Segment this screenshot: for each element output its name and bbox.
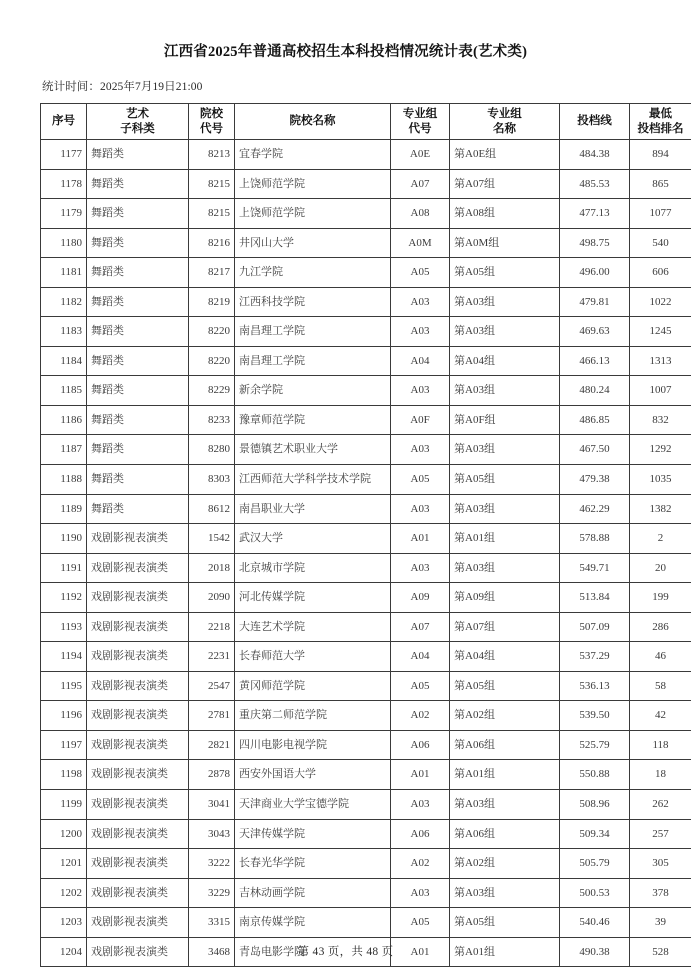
cell-seq: 1185 bbox=[41, 376, 87, 406]
table-row bbox=[41, 494, 691, 524]
column-header-line2: 投档排名 bbox=[637, 122, 684, 135]
table-row bbox=[41, 465, 691, 495]
table-row bbox=[41, 287, 691, 317]
cell-score: 578.88 bbox=[560, 524, 630, 554]
cell-grpname: 第A07组 bbox=[450, 612, 560, 642]
cell-grpname: 第A03组 bbox=[450, 878, 560, 908]
cell-rank: 39 bbox=[630, 908, 691, 938]
cell-subcat: 舞蹈类 bbox=[87, 435, 189, 465]
cell-school: 天津传媒学院 bbox=[235, 819, 391, 849]
cell-grpcode: A05 bbox=[391, 465, 450, 495]
cell-school: 上饶师范学院 bbox=[235, 169, 391, 199]
cell-seq: 1179 bbox=[41, 199, 87, 229]
cell-score: 484.38 bbox=[560, 140, 630, 170]
cell-rank: 58 bbox=[630, 671, 691, 701]
cell-score: 507.09 bbox=[560, 612, 630, 642]
cell-grpname: 第A01组 bbox=[450, 760, 560, 790]
column-header-code bbox=[189, 104, 235, 140]
cell-grpname: 第A06组 bbox=[450, 819, 560, 849]
cell-subcat: 舞蹈类 bbox=[87, 169, 189, 199]
cell-seq: 1188 bbox=[41, 465, 87, 495]
cell-rank: 1313 bbox=[630, 346, 691, 376]
cell-code: 3043 bbox=[189, 819, 235, 849]
cell-grpname: 第A03组 bbox=[450, 376, 560, 406]
cell-grpname: 第A03组 bbox=[450, 553, 560, 583]
cell-school: 天津商业大学宝德学院 bbox=[235, 790, 391, 820]
cell-rank: 18 bbox=[630, 760, 691, 790]
cell-subcat: 戏剧影视表演类 bbox=[87, 671, 189, 701]
cell-subcat: 戏剧影视表演类 bbox=[87, 908, 189, 938]
cell-subcat: 戏剧影视表演类 bbox=[87, 612, 189, 642]
cell-grpcode: A03 bbox=[391, 878, 450, 908]
cell-rank: 2 bbox=[630, 524, 691, 554]
column-header-subcat bbox=[87, 104, 189, 140]
cell-code: 3315 bbox=[189, 908, 235, 938]
cell-score: 467.50 bbox=[560, 435, 630, 465]
cell-subcat: 戏剧影视表演类 bbox=[87, 642, 189, 672]
column-header-line2: 代号 bbox=[200, 122, 223, 135]
cell-score: 485.53 bbox=[560, 169, 630, 199]
table-row bbox=[41, 612, 691, 642]
cell-subcat: 戏剧影视表演类 bbox=[87, 583, 189, 613]
table-row bbox=[41, 908, 691, 938]
cell-grpcode: A03 bbox=[391, 435, 450, 465]
cell-rank: 305 bbox=[630, 849, 691, 879]
column-header-line1: 院校 bbox=[200, 108, 223, 121]
cell-rank: 1035 bbox=[630, 465, 691, 495]
cell-seq: 1192 bbox=[41, 583, 87, 613]
page-number-footer: 第 43 页，共 48 页 bbox=[297, 946, 394, 958]
cell-grpname: 第A03组 bbox=[450, 494, 560, 524]
cell-score: 536.13 bbox=[560, 671, 630, 701]
cell-code: 8220 bbox=[189, 317, 235, 347]
cell-grpname: 第A04组 bbox=[450, 642, 560, 672]
cell-grpcode: A03 bbox=[391, 494, 450, 524]
cell-rank: 118 bbox=[630, 730, 691, 760]
cell-code: 2547 bbox=[189, 671, 235, 701]
table-row bbox=[41, 878, 691, 908]
cell-school: 南昌职业大学 bbox=[235, 494, 391, 524]
cell-subcat: 戏剧影视表演类 bbox=[87, 849, 189, 879]
cell-subcat: 戏剧影视表演类 bbox=[87, 937, 189, 967]
cell-grpname: 第A0M组 bbox=[450, 228, 560, 258]
column-header-score bbox=[560, 104, 630, 140]
table-row bbox=[41, 553, 691, 583]
cell-code: 8220 bbox=[189, 346, 235, 376]
cell-seq: 1199 bbox=[41, 790, 87, 820]
cell-grpcode: A03 bbox=[391, 376, 450, 406]
cell-grpname: 第A09组 bbox=[450, 583, 560, 613]
table-row bbox=[41, 671, 691, 701]
cell-seq: 1196 bbox=[41, 701, 87, 731]
column-header-line1: 艺术 bbox=[126, 108, 149, 121]
cell-grpname: 第A05组 bbox=[450, 258, 560, 288]
cell-code: 2878 bbox=[189, 760, 235, 790]
cell-grpname: 第A08组 bbox=[450, 199, 560, 229]
cell-grpname: 第A01组 bbox=[450, 524, 560, 554]
cell-grpcode: A09 bbox=[391, 583, 450, 613]
cell-grpcode: A01 bbox=[391, 524, 450, 554]
column-header-school bbox=[235, 104, 391, 140]
cell-grpname: 第A0F组 bbox=[450, 405, 560, 435]
column-header-line1: 序号 bbox=[52, 115, 75, 128]
cell-score: 508.96 bbox=[560, 790, 630, 820]
table-row bbox=[41, 819, 691, 849]
table-row bbox=[41, 169, 691, 199]
column-header-rank bbox=[630, 104, 691, 140]
cell-grpcode: A05 bbox=[391, 908, 450, 938]
cell-subcat: 戏剧影视表演类 bbox=[87, 553, 189, 583]
cell-code: 8216 bbox=[189, 228, 235, 258]
cell-school: 南昌理工学院 bbox=[235, 317, 391, 347]
cell-subcat: 戏剧影视表演类 bbox=[87, 878, 189, 908]
cell-grpcode: A04 bbox=[391, 346, 450, 376]
cell-code: 2218 bbox=[189, 612, 235, 642]
cell-rank: 528 bbox=[630, 937, 691, 967]
cell-subcat: 戏剧影视表演类 bbox=[87, 701, 189, 731]
cell-code: 2781 bbox=[189, 701, 235, 731]
cell-code: 8280 bbox=[189, 435, 235, 465]
cell-subcat: 舞蹈类 bbox=[87, 258, 189, 288]
cell-school: 景德镇艺术职业大学 bbox=[235, 435, 391, 465]
cell-seq: 1180 bbox=[41, 228, 87, 258]
page-title: 江西省2025年普通高校招生本科投档情况统计表(艺术类) bbox=[163, 44, 528, 60]
cell-grpcode: A05 bbox=[391, 671, 450, 701]
cell-code: 2090 bbox=[189, 583, 235, 613]
table-row bbox=[41, 730, 691, 760]
column-header-grpname bbox=[450, 104, 560, 140]
cell-rank: 20 bbox=[630, 553, 691, 583]
cell-school: 豫章师范学院 bbox=[235, 405, 391, 435]
cell-grpcode: A04 bbox=[391, 642, 450, 672]
cell-school: 九江学院 bbox=[235, 258, 391, 288]
cell-score: 509.34 bbox=[560, 819, 630, 849]
cell-seq: 1186 bbox=[41, 405, 87, 435]
cell-subcat: 舞蹈类 bbox=[87, 199, 189, 229]
table-row bbox=[41, 199, 691, 229]
cell-rank: 832 bbox=[630, 405, 691, 435]
cell-seq: 1195 bbox=[41, 671, 87, 701]
cell-code: 8612 bbox=[189, 494, 235, 524]
cell-grpname: 第A03组 bbox=[450, 435, 560, 465]
cell-rank: 42 bbox=[630, 701, 691, 731]
cell-subcat: 舞蹈类 bbox=[87, 376, 189, 406]
cell-grpcode: A06 bbox=[391, 819, 450, 849]
cell-score: 525.79 bbox=[560, 730, 630, 760]
cell-grpcode: A0M bbox=[391, 228, 450, 258]
column-header-line1: 院校名称 bbox=[289, 115, 336, 128]
cell-seq: 1193 bbox=[41, 612, 87, 642]
statistics-time-label: 统计时间：2025年7月19日21:00 bbox=[42, 81, 203, 93]
column-header-line1: 专业组 bbox=[402, 108, 438, 121]
cell-code: 8217 bbox=[189, 258, 235, 288]
cell-grpname: 第A02组 bbox=[450, 849, 560, 879]
cell-seq: 1189 bbox=[41, 494, 87, 524]
cell-subcat: 舞蹈类 bbox=[87, 317, 189, 347]
table-header-row bbox=[41, 104, 691, 140]
cell-grpcode: A05 bbox=[391, 258, 450, 288]
cell-score: 540.46 bbox=[560, 908, 630, 938]
cell-score: 462.29 bbox=[560, 494, 630, 524]
cell-grpcode: A07 bbox=[391, 612, 450, 642]
table-row bbox=[41, 317, 691, 347]
cell-code: 8215 bbox=[189, 169, 235, 199]
cell-score: 549.71 bbox=[560, 553, 630, 583]
column-header-line1: 投档线 bbox=[577, 115, 612, 128]
cell-school: 黄冈师范学院 bbox=[235, 671, 391, 701]
cell-code: 8303 bbox=[189, 465, 235, 495]
cell-score: 480.24 bbox=[560, 376, 630, 406]
table-row bbox=[41, 258, 691, 288]
cell-rank: 1245 bbox=[630, 317, 691, 347]
cell-subcat: 舞蹈类 bbox=[87, 465, 189, 495]
cell-score: 500.53 bbox=[560, 878, 630, 908]
cell-code: 2018 bbox=[189, 553, 235, 583]
column-header-line2: 名称 bbox=[493, 122, 516, 135]
column-header-line2: 代号 bbox=[408, 122, 432, 135]
cell-grpname: 第A05组 bbox=[450, 908, 560, 938]
cell-grpcode: A03 bbox=[391, 790, 450, 820]
cell-grpname: 第A05组 bbox=[450, 465, 560, 495]
cell-school: 南昌理工学院 bbox=[235, 346, 391, 376]
cell-subcat: 戏剧影视表演类 bbox=[87, 760, 189, 790]
cell-school: 河北传媒学院 bbox=[235, 583, 391, 613]
cell-school: 西安外国语大学 bbox=[235, 760, 391, 790]
cell-code: 8219 bbox=[189, 287, 235, 317]
cell-school: 大连艺术学院 bbox=[235, 612, 391, 642]
table-row bbox=[41, 583, 691, 613]
cell-rank: 199 bbox=[630, 583, 691, 613]
table-row bbox=[41, 849, 691, 879]
table-row bbox=[41, 642, 691, 672]
cell-code: 8229 bbox=[189, 376, 235, 406]
cell-school: 上饶师范学院 bbox=[235, 199, 391, 229]
cell-school: 新余学院 bbox=[235, 376, 391, 406]
cell-score: 537.29 bbox=[560, 642, 630, 672]
cell-school: 长春光华学院 bbox=[235, 849, 391, 879]
cell-seq: 1178 bbox=[41, 169, 87, 199]
cell-subcat: 舞蹈类 bbox=[87, 140, 189, 170]
cell-grpcode: A01 bbox=[391, 937, 450, 967]
cell-seq: 1203 bbox=[41, 908, 87, 938]
cell-score: 486.85 bbox=[560, 405, 630, 435]
cell-grpname: 第A03组 bbox=[450, 317, 560, 347]
table-row bbox=[41, 524, 691, 554]
cell-rank: 286 bbox=[630, 612, 691, 642]
cell-seq: 1200 bbox=[41, 819, 87, 849]
cell-score: 496.00 bbox=[560, 258, 630, 288]
table-row bbox=[41, 346, 691, 376]
cell-grpname: 第A04组 bbox=[450, 346, 560, 376]
cell-code: 3468 bbox=[189, 937, 235, 967]
cell-code: 1542 bbox=[189, 524, 235, 554]
cell-school: 北京城市学院 bbox=[235, 553, 391, 583]
cell-grpname: 第A06组 bbox=[450, 730, 560, 760]
cell-score: 505.79 bbox=[560, 849, 630, 879]
table-header bbox=[41, 104, 691, 140]
cell-rank: 606 bbox=[630, 258, 691, 288]
table-row bbox=[41, 405, 691, 435]
cell-grpcode: A06 bbox=[391, 730, 450, 760]
admission-scores-table bbox=[40, 103, 691, 967]
cell-grpcode: A0F bbox=[391, 405, 450, 435]
cell-code: 3222 bbox=[189, 849, 235, 879]
cell-score: 466.13 bbox=[560, 346, 630, 376]
cell-grpcode: A08 bbox=[391, 199, 450, 229]
cell-seq: 1202 bbox=[41, 878, 87, 908]
cell-rank: 262 bbox=[630, 790, 691, 820]
cell-code: 2231 bbox=[189, 642, 235, 672]
column-header-line1: 专业组 bbox=[487, 108, 522, 121]
cell-grpname: 第A0E组 bbox=[450, 140, 560, 170]
cell-subcat: 舞蹈类 bbox=[87, 228, 189, 258]
cell-subcat: 戏剧影视表演类 bbox=[87, 730, 189, 760]
cell-school: 重庆第二师范学院 bbox=[235, 701, 391, 731]
column-header-line2: 子科类 bbox=[120, 122, 155, 135]
cell-subcat: 舞蹈类 bbox=[87, 287, 189, 317]
cell-score: 479.38 bbox=[560, 465, 630, 495]
cell-grpcode: A03 bbox=[391, 553, 450, 583]
cell-rank: 894 bbox=[630, 140, 691, 170]
cell-rank: 46 bbox=[630, 642, 691, 672]
cell-rank: 1382 bbox=[630, 494, 691, 524]
cell-seq: 1177 bbox=[41, 140, 87, 170]
column-header-seq bbox=[41, 104, 87, 140]
cell-grpcode: A03 bbox=[391, 287, 450, 317]
cell-school: 南京传媒学院 bbox=[235, 908, 391, 938]
cell-grpcode: A03 bbox=[391, 317, 450, 347]
cell-school: 江西科技学院 bbox=[235, 287, 391, 317]
cell-seq: 1181 bbox=[41, 258, 87, 288]
cell-school: 井冈山大学 bbox=[235, 228, 391, 258]
table-row bbox=[41, 760, 691, 790]
table-row bbox=[41, 376, 691, 406]
table-row bbox=[41, 140, 691, 170]
cell-score: 498.75 bbox=[560, 228, 630, 258]
cell-rank: 540 bbox=[630, 228, 691, 258]
cell-score: 550.88 bbox=[560, 760, 630, 790]
cell-grpcode: A0E bbox=[391, 140, 450, 170]
cell-score: 477.13 bbox=[560, 199, 630, 229]
cell-seq: 1191 bbox=[41, 553, 87, 583]
cell-code: 8215 bbox=[189, 199, 235, 229]
table-body bbox=[41, 140, 691, 967]
cell-rank: 378 bbox=[630, 878, 691, 908]
cell-subcat: 舞蹈类 bbox=[87, 494, 189, 524]
cell-seq: 1184 bbox=[41, 346, 87, 376]
cell-seq: 1182 bbox=[41, 287, 87, 317]
cell-seq: 1187 bbox=[41, 435, 87, 465]
cell-grpcode: A07 bbox=[391, 169, 450, 199]
cell-code: 8213 bbox=[189, 140, 235, 170]
cell-school: 武汉大学 bbox=[235, 524, 391, 554]
cell-subcat: 舞蹈类 bbox=[87, 346, 189, 376]
cell-seq: 1197 bbox=[41, 730, 87, 760]
cell-seq: 1194 bbox=[41, 642, 87, 672]
cell-score: 513.84 bbox=[560, 583, 630, 613]
table-row bbox=[41, 790, 691, 820]
table-row bbox=[41, 228, 691, 258]
cell-school: 吉林动画学院 bbox=[235, 878, 391, 908]
cell-subcat: 戏剧影视表演类 bbox=[87, 790, 189, 820]
cell-rank: 257 bbox=[630, 819, 691, 849]
cell-school: 青岛电影学院 bbox=[235, 937, 391, 967]
cell-code: 8233 bbox=[189, 405, 235, 435]
cell-rank: 1292 bbox=[630, 435, 691, 465]
cell-school: 四川电影电视学院 bbox=[235, 730, 391, 760]
cell-grpname: 第A07组 bbox=[450, 169, 560, 199]
cell-seq: 1201 bbox=[41, 849, 87, 879]
table-row bbox=[41, 435, 691, 465]
table-row bbox=[41, 701, 691, 731]
cell-score: 490.38 bbox=[560, 937, 630, 967]
column-header-line1: 最低 bbox=[649, 108, 672, 121]
cell-grpcode: A02 bbox=[391, 849, 450, 879]
cell-code: 3041 bbox=[189, 790, 235, 820]
cell-grpcode: A02 bbox=[391, 701, 450, 731]
cell-grpname: 第A05组 bbox=[450, 671, 560, 701]
cell-school: 江西师范大学科学技术学院 bbox=[235, 465, 391, 495]
cell-grpname: 第A02组 bbox=[450, 701, 560, 731]
cell-grpname: 第A03组 bbox=[450, 790, 560, 820]
cell-rank: 1022 bbox=[630, 287, 691, 317]
cell-subcat: 舞蹈类 bbox=[87, 405, 189, 435]
column-header-grpcode bbox=[391, 104, 450, 140]
cell-grpname: 第A01组 bbox=[450, 937, 560, 967]
cell-school: 长春师范大学 bbox=[235, 642, 391, 672]
cell-code: 2821 bbox=[189, 730, 235, 760]
cell-grpcode: A01 bbox=[391, 760, 450, 790]
cell-school: 宜春学院 bbox=[235, 140, 391, 170]
cell-seq: 1190 bbox=[41, 524, 87, 554]
cell-score: 539.50 bbox=[560, 701, 630, 731]
cell-rank: 865 bbox=[630, 169, 691, 199]
cell-seq: 1204 bbox=[41, 937, 87, 967]
cell-score: 469.63 bbox=[560, 317, 630, 347]
cell-seq: 1198 bbox=[41, 760, 87, 790]
cell-subcat: 戏剧影视表演类 bbox=[87, 524, 189, 554]
cell-grpname: 第A03组 bbox=[450, 287, 560, 317]
cell-code: 3229 bbox=[189, 878, 235, 908]
cell-subcat: 戏剧影视表演类 bbox=[87, 819, 189, 849]
cell-score: 479.81 bbox=[560, 287, 630, 317]
cell-seq: 1183 bbox=[41, 317, 87, 347]
cell-rank: 1077 bbox=[630, 199, 691, 229]
cell-rank: 1007 bbox=[630, 376, 691, 406]
